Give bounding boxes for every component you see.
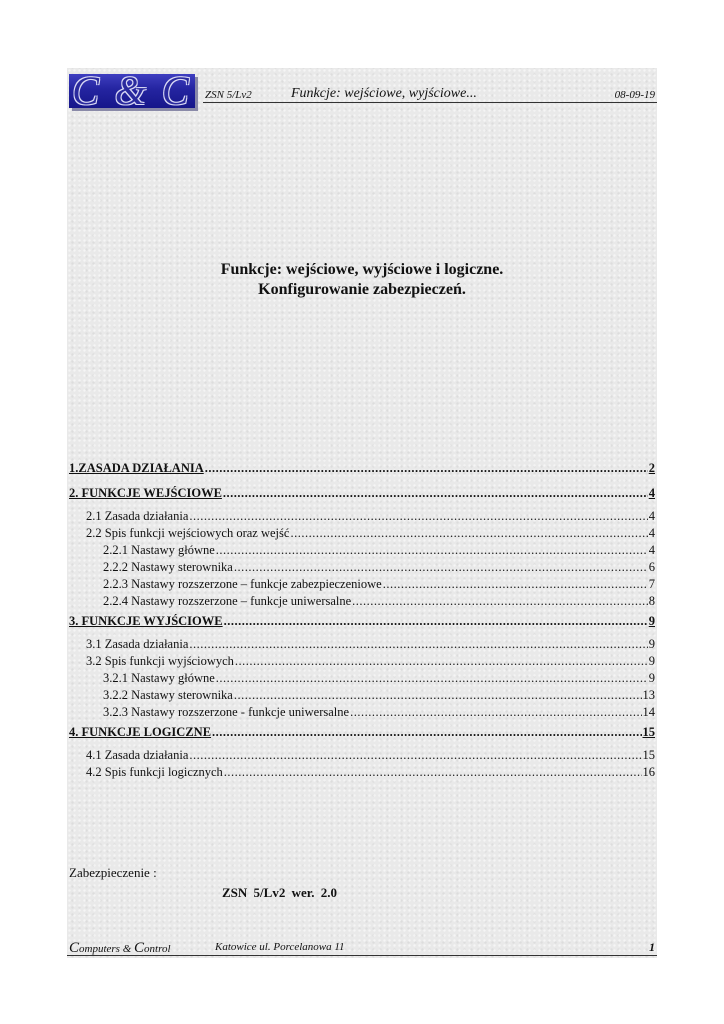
protection-label: Zabezpieczenie : <box>69 865 157 880</box>
toc-entry-title: 2. FUNKCJE WEJŚCIOWE <box>69 486 222 500</box>
toc-entry-title: 1.ZASADA DZIAŁANIA <box>69 461 204 475</box>
toc-entry-title: 3.2.2 Nastawy sterownika <box>103 688 233 702</box>
toc-dot-leader <box>212 721 641 743</box>
toc-entry-title: 3.2 Spis funkcji wyjściowych <box>86 654 234 668</box>
toc-entry-title: 2.1 Zasada działania <box>86 509 189 523</box>
toc-entry-page: 9 <box>648 637 655 651</box>
title-line-1: Funkcje: wejściowe, wyjściowe i logiczne. <box>220 261 504 278</box>
document-title <box>67 260 657 300</box>
toc-entry[interactable] <box>69 687 655 704</box>
toc-entry[interactable] <box>69 653 655 670</box>
header-rule <box>203 102 657 103</box>
toc-entry-title: 3.1 Zasada działania <box>86 637 189 651</box>
toc-dot-leader <box>216 542 648 559</box>
toc-entry-page: 7 <box>648 577 655 591</box>
toc-entry-page: 15 <box>642 725 655 739</box>
toc-entry[interactable] <box>69 704 655 721</box>
toc-entry[interactable] <box>69 576 655 593</box>
toc-entry-title: 2.2.3 Nastawy rozszerzone – funkcje zabezpieczeniowe <box>103 577 382 591</box>
protection-product: ZSN 5/Lv2 wer. 2.0 <box>222 885 338 900</box>
toc-dot-leader <box>189 747 641 764</box>
toc-entry-page: 2 <box>648 461 655 475</box>
toc-entry-title: 4.2 Spis funkcji logicznych <box>86 765 223 779</box>
toc-entry[interactable] <box>69 525 655 542</box>
toc-entry-title: 2.2.4 Nastawy rozszerzone – funkcje uniwersalne <box>103 594 352 608</box>
footer-page-number: 1 <box>649 940 655 954</box>
toc-entry-page: 6 <box>648 560 655 574</box>
toc-dot-leader <box>350 704 641 721</box>
toc-entry[interactable] <box>69 593 655 610</box>
toc-entry-page: 14 <box>642 705 655 719</box>
toc-entry-page: 9 <box>648 671 655 685</box>
document-page <box>67 68 657 958</box>
toc-dot-leader <box>234 687 642 704</box>
toc-entry[interactable] <box>69 542 655 559</box>
toc-dot-leader <box>352 593 648 610</box>
footer-company-word-1: omputers & <box>79 943 135 955</box>
toc-dot-leader <box>234 559 648 576</box>
toc-entry-title: 3.2.3 Nastawy rozszerzone - funkcje uniwersalne <box>103 705 350 719</box>
toc-entry-title: 4.1 Zasada działania <box>86 748 189 762</box>
toc-entry-title: 4. FUNKCJE LOGICZNE <box>69 725 212 739</box>
toc-entry-title: 3. FUNKCJE WYJŚCIOWE <box>69 614 223 628</box>
toc-entry[interactable] <box>69 721 655 746</box>
header-date: 08-09-19 <box>614 89 655 101</box>
toc-entry-page: 8 <box>648 594 655 608</box>
toc-dot-leader <box>189 508 647 525</box>
toc-entry-title: 2.2 Spis funkcji wejściowych oraz wejść <box>86 526 290 540</box>
toc-entry[interactable] <box>69 508 655 525</box>
footer-rule <box>67 955 657 956</box>
toc-dot-leader <box>290 525 647 542</box>
title-line-2: Konfigurowanie zabezpieczeń. <box>258 281 466 298</box>
footer-company-word-2: ontrol <box>144 943 171 955</box>
company-logo <box>69 68 195 113</box>
toc-entry[interactable] <box>69 747 655 764</box>
toc-entry[interactable] <box>69 764 655 781</box>
toc-dot-leader <box>224 610 648 632</box>
header-doc-title: Funkcje: wejściowe, wyjściowe... <box>291 86 477 101</box>
toc-dot-leader <box>223 482 648 504</box>
toc-entry-page: 13 <box>642 688 655 702</box>
toc-entry-title: 3.2.1 Nastawy główne <box>103 671 215 685</box>
toc-entry[interactable] <box>69 670 655 687</box>
toc-entry[interactable] <box>69 482 655 507</box>
toc-entry-title: 2.2.2 Nastawy sterownika <box>103 560 233 574</box>
header-doc-code: ZSN 5/Lv2 <box>205 89 252 101</box>
toc-entry-page: 15 <box>642 748 655 762</box>
toc-entry[interactable] <box>69 610 655 635</box>
toc-entry-title: 2.2.1 Nastawy główne <box>103 543 215 557</box>
toc-entry[interactable] <box>69 457 655 482</box>
logo-text: C & C <box>72 68 192 113</box>
toc-dot-leader <box>383 576 648 593</box>
toc-dot-leader <box>189 636 647 653</box>
toc-dot-leader <box>235 653 648 670</box>
toc-dot-leader <box>205 457 648 479</box>
toc-dot-leader <box>224 764 642 781</box>
toc-entry-page: 9 <box>648 654 655 668</box>
toc-entry[interactable] <box>69 636 655 653</box>
toc-entry-page: 4 <box>648 526 655 540</box>
table-of-contents <box>69 457 655 781</box>
footer-company-initial-2: C <box>134 940 145 956</box>
toc-entry-page: 4 <box>648 543 655 557</box>
toc-entry-page: 9 <box>648 614 655 628</box>
toc-entry-page: 4 <box>648 509 655 523</box>
toc-entry[interactable] <box>69 559 655 576</box>
toc-dot-leader <box>216 670 648 687</box>
toc-entry-page: 4 <box>648 486 655 500</box>
footer-address: Katowice ul. Porcelanowa 11 <box>215 941 345 953</box>
footer-company-initial-1: C <box>69 940 80 956</box>
toc-entry-page: 16 <box>642 765 655 779</box>
